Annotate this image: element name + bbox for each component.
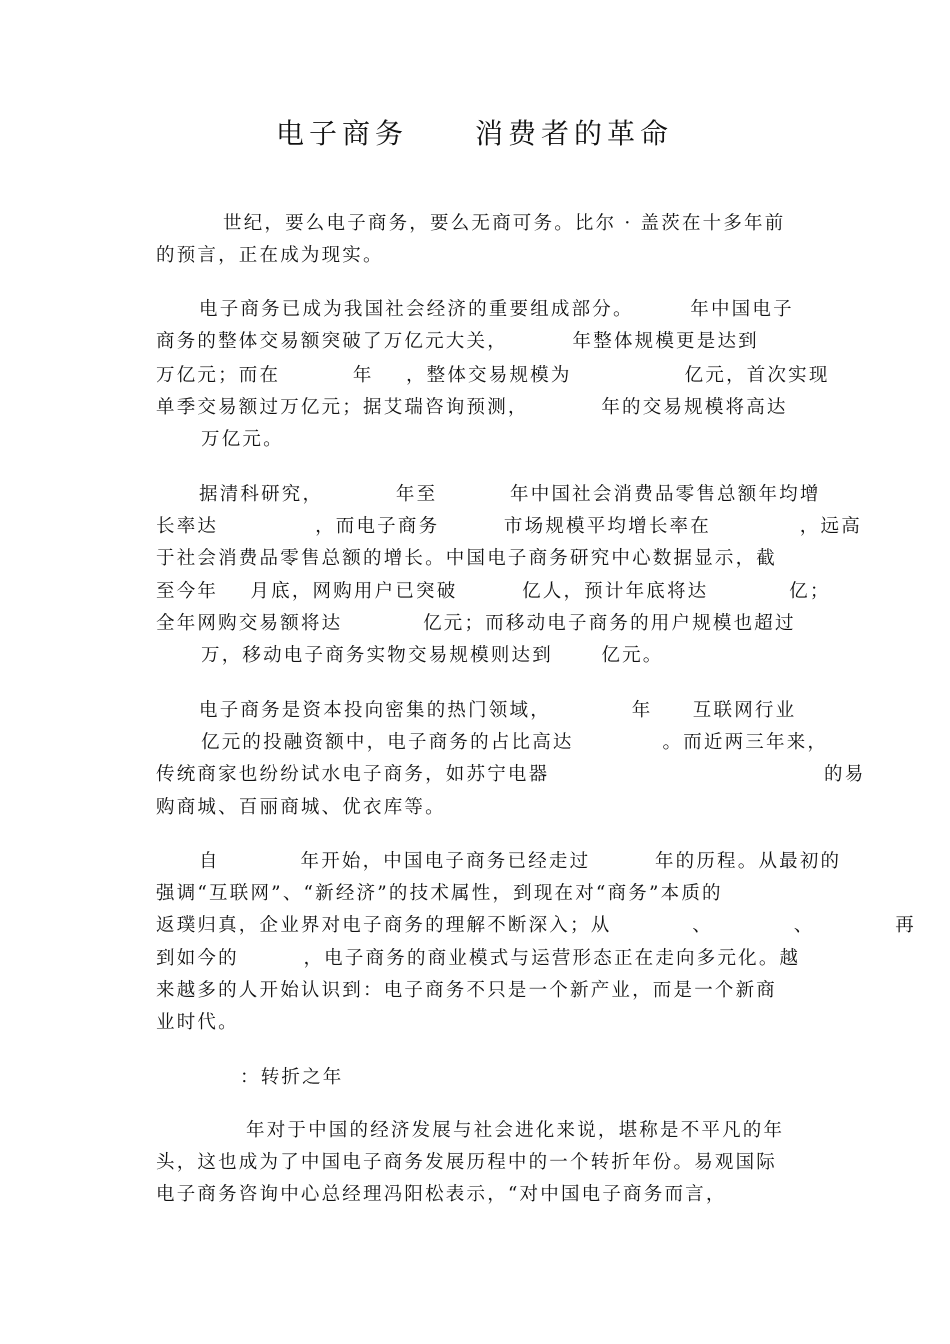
text-line: 万，移动电子商务实物交易规模则达到 亿元。 bbox=[201, 645, 664, 666]
text-line: 据清科研究， 年至 年中国社会消费品零售总额年均增 bbox=[199, 484, 821, 505]
text-line: 传统商家也纷纷试水电子商务，如苏宁电器 的易 bbox=[156, 764, 866, 785]
title-part-1: 电子商务 bbox=[276, 117, 409, 150]
text-line: 世纪，要么电子商务，要么无商可务。比尔 · 盖茨在十多年前 bbox=[223, 213, 786, 234]
text-line: 业时代。 bbox=[156, 1012, 239, 1033]
text-line: 电子商务是资本投向密集的热门领域， 年 互联网行业 bbox=[199, 700, 797, 721]
text-line: 于社会消费品零售总额的增长。中国电子商务研究中心数据显示，截 bbox=[156, 548, 778, 569]
text-line: 购商城、百丽商城、优衣库等。 bbox=[156, 797, 446, 818]
text-line: 强调“互联网”、“新经济”的技术属性，到现在对“商务”本质的 bbox=[156, 883, 723, 904]
text-line: 返璞归真，企业界对电子商务的理解不断深入；从 、 、 再 bbox=[156, 915, 916, 936]
text-line: 自 年开始，中国电子商务已经走过 年的历程。从最初的 bbox=[199, 851, 842, 872]
text-line: 商务的整体交易额突破了万亿元大关， 年整体规模更是达到 bbox=[156, 331, 759, 352]
text-line: 全年网购交易额将达 亿元；而移动电子商务的用户规模也超过 bbox=[156, 613, 796, 634]
text-line: 万亿元；而在 年 ，整体交易规模为 亿元，首次实现 bbox=[156, 365, 830, 386]
text-line: 万亿元。 bbox=[201, 429, 284, 450]
section-heading: ：转折之年 bbox=[240, 1067, 344, 1088]
text-line: 单季交易额过万亿元；据艾瑞咨询预测， 年的交易规模将高达 bbox=[156, 397, 788, 418]
text-line: 长率达 ，而电子商务 市场规模平均增长率在 ，远高 bbox=[156, 516, 862, 537]
text-line: 年对于中国的经济发展与社会进化来说，堪称是不平凡的年 bbox=[246, 1120, 785, 1141]
text-line: 电子商务咨询中心总经理冯阳松表示，“对中国电子商务而言， bbox=[156, 1184, 727, 1205]
text-line: 来越多的人开始认识到：电子商务不只是一个新产业，而是一个新商 bbox=[156, 980, 778, 1001]
text-line: 的预言，正在成为现实。 bbox=[156, 245, 384, 266]
text-line: 至今年 月底，网购用户已突破 亿人，预计年底将达 亿； bbox=[156, 581, 831, 602]
text-line: 电子商务已成为我国社会经济的重要组成部分。 年中国电子 bbox=[199, 299, 794, 320]
text-line: 到如今的 ，电子商务的商业模式与运营形态正在走向多元化。越 bbox=[156, 948, 801, 969]
page-title bbox=[0, 112, 950, 152]
text-line: 头，这也成为了中国电子商务发展历程中的一个转折年份。易观国际 bbox=[156, 1152, 778, 1173]
title-part-2: 消费者的革命 bbox=[475, 117, 674, 150]
text-line: 亿元的投融资额中，电子商务的占比高达 。而近两三年来， bbox=[201, 732, 829, 753]
